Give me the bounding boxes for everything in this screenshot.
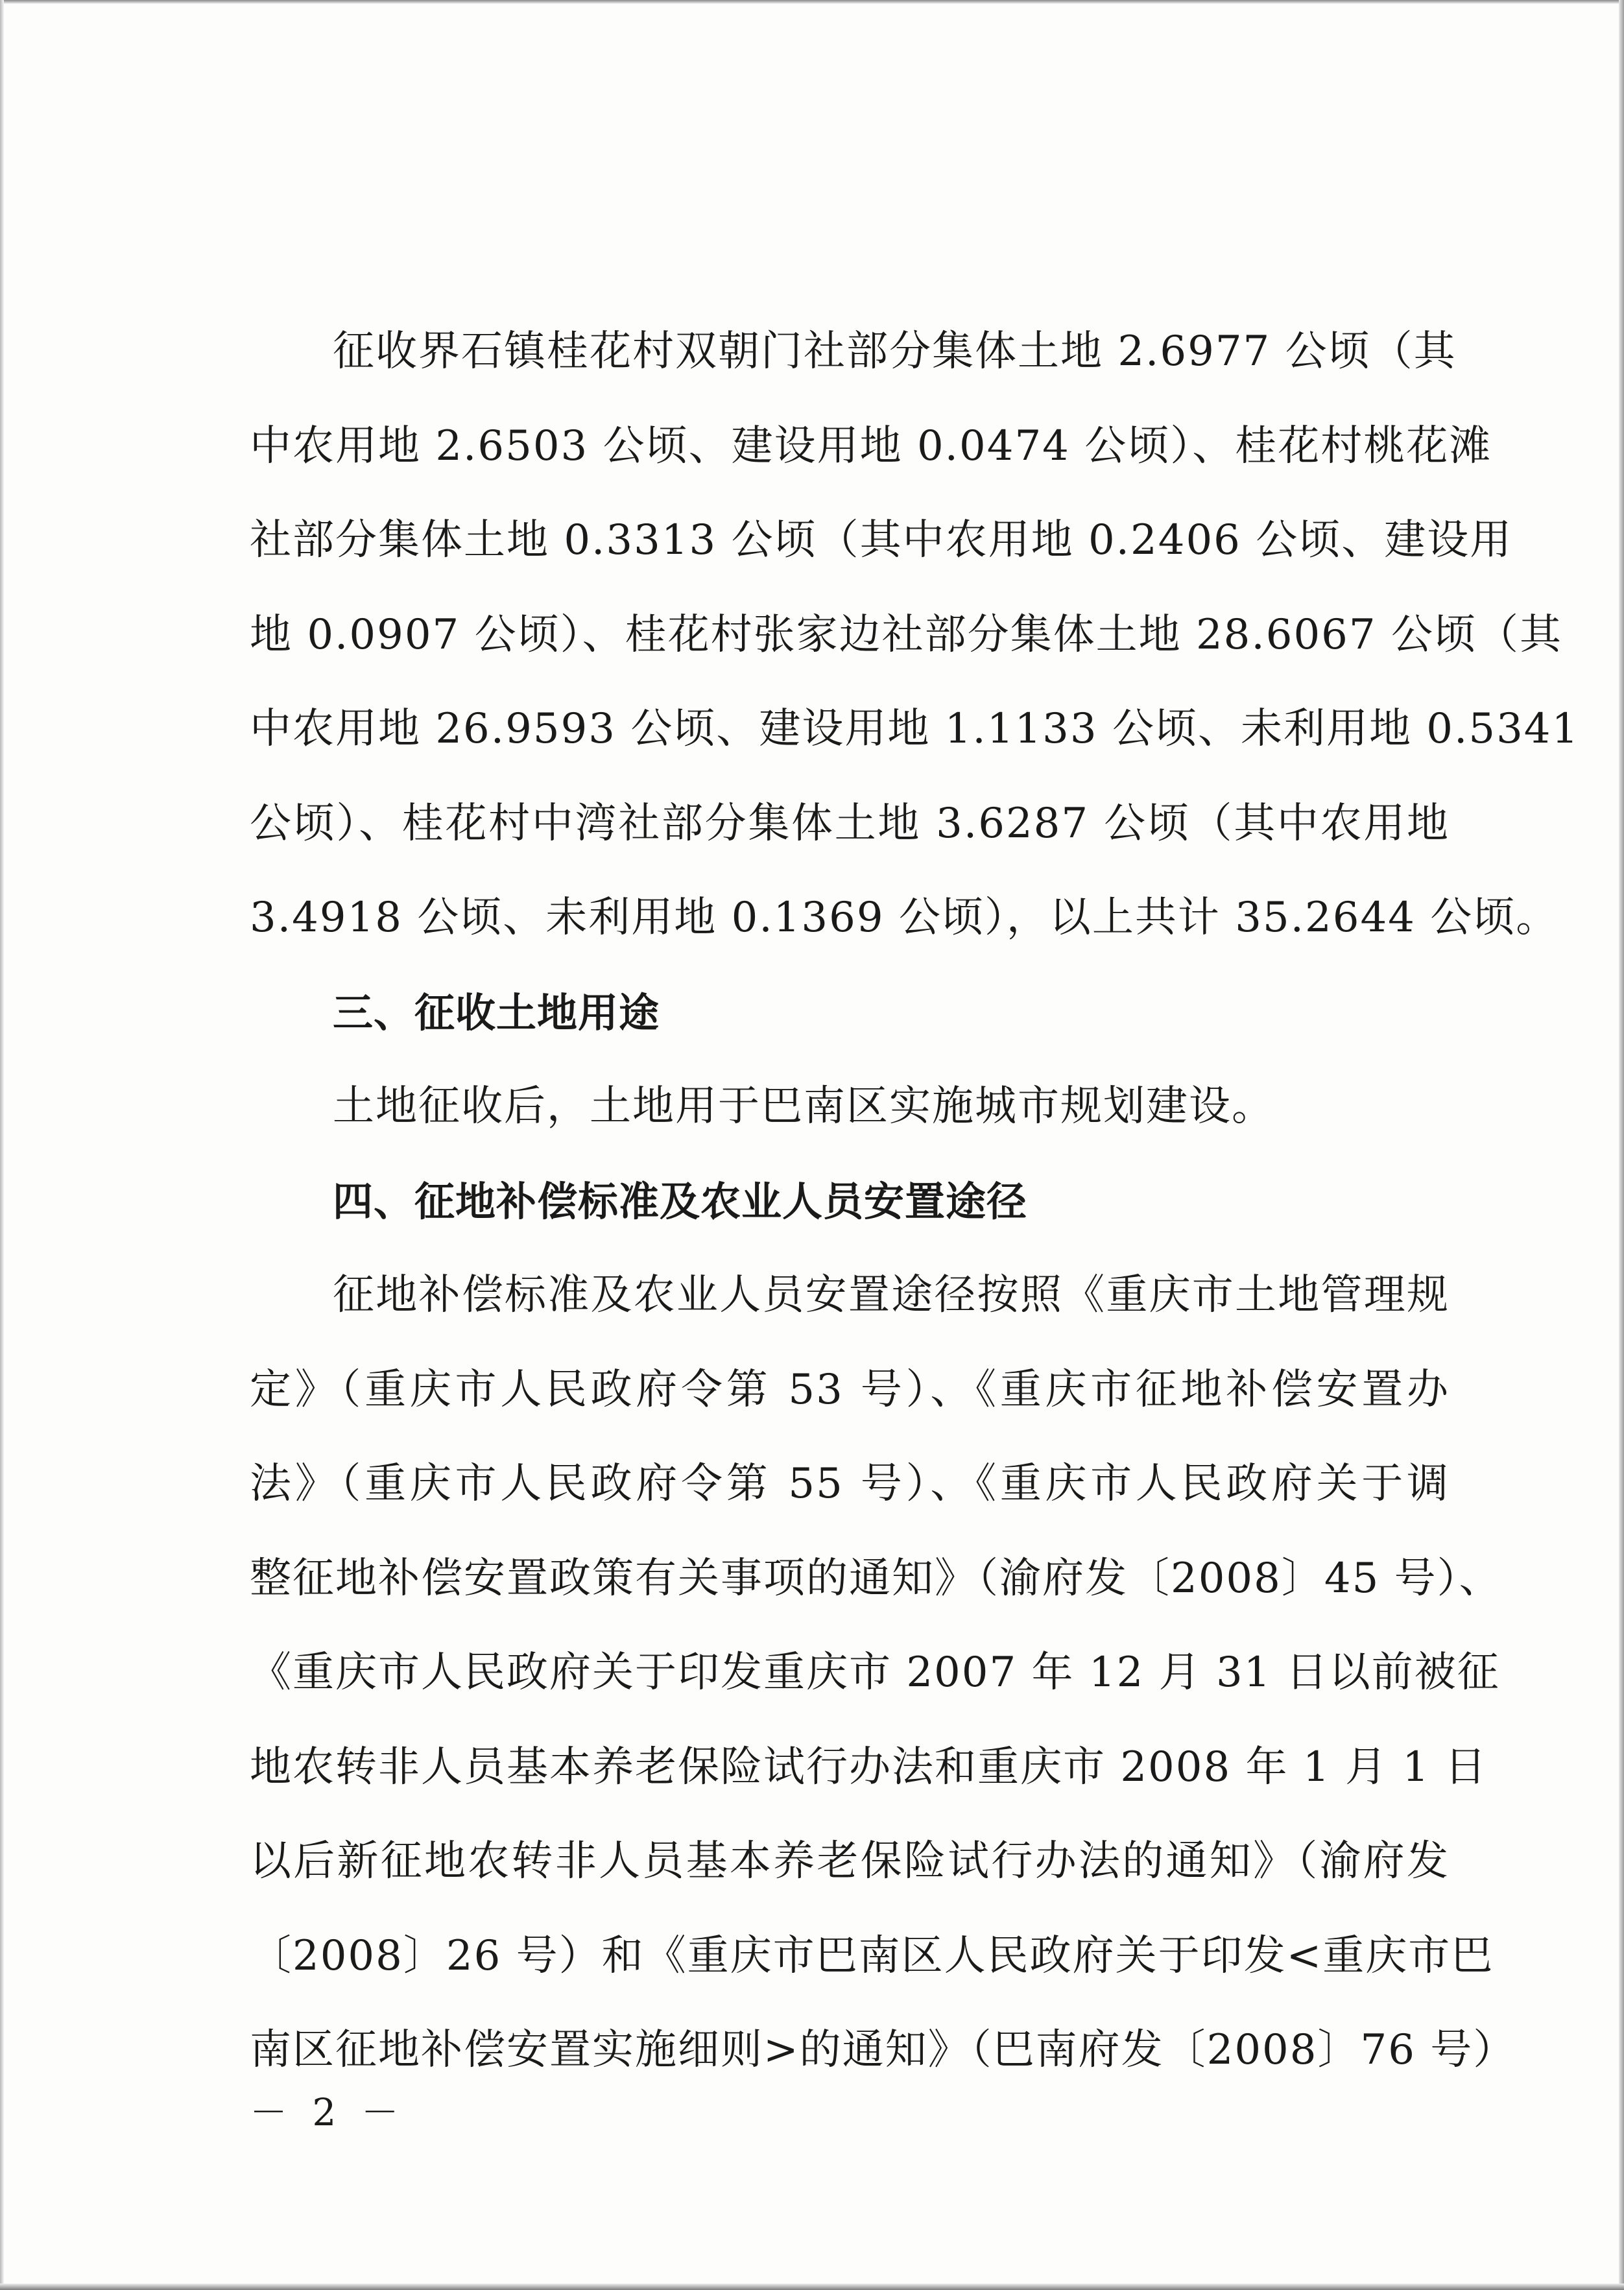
paragraph-line: 以后新征地农转非人员基本养老保险试行办法的通知》（渝府发	[250, 1837, 1450, 1885]
paragraph-line: 公顷）、桂花村中湾社部分集体土地 3.6287 公顷（其中农用地	[250, 799, 1450, 848]
scan-edge-right	[1619, 0, 1624, 2290]
paragraph-line: 征地补偿标准及农业人员安置途径按照《重庆市土地管理规	[333, 1271, 1450, 1319]
paragraph-line: 征收界石镇桂花村双朝门社部分集体土地 2.6977 公顷（其	[333, 328, 1457, 376]
paragraph-line: 定》（重庆市人民政府令第 53 号）、《重庆市征地补偿安置办	[250, 1365, 1450, 1414]
paragraph-line: 地 0.0907 公顷）、桂花村张家边社部分集体土地 28.6067 公顷（其	[250, 610, 1562, 659]
page-number: － 2 －	[250, 2090, 405, 2134]
land-use-paragraph: 土地征收后，土地用于巴南区实施城市规划建设。	[333, 1082, 1274, 1130]
land-acquisition-paragraph	[250, 305, 1580, 966]
paragraph-line: 社部分集体土地 0.3313 公顷（其中农用地 0.2406 公顷、建设用	[250, 516, 1513, 564]
compensation-paragraph	[250, 1248, 1516, 2098]
paragraph-line: 法》（重庆市人民政府令第 55 号）、《重庆市人民政府关于调	[250, 1460, 1450, 1508]
scan-edge-bottom	[0, 2284, 1624, 2290]
paragraph-line: 3.4918 公顷、未利用地 0.1369 公顷），以上共计 35.2644 公顷。	[250, 894, 1559, 942]
paragraph-line: 中农用地 26.9593 公顷、建设用地 1.1133 公顷、未利用地 0.5341	[250, 705, 1580, 753]
scan-edge-left	[0, 0, 4, 2290]
paragraph-line: 〔2008〕26 号）和《重庆市巴南区人民政府关于印发<重庆市巴	[250, 1931, 1494, 1980]
paragraph-line: 《重庆市人民政府关于印发重庆市 2007 年 12 月 31 日以前被征	[250, 1649, 1500, 1697]
document-body	[250, 305, 1580, 2098]
paragraph-line: 整征地补偿安置政策有关事项的通知》（渝府发〔2008〕45 号）、	[250, 1554, 1502, 1603]
section-heading-compensation: 四、征地补偿标准及农业人员安置途径	[333, 1177, 1028, 1225]
paragraph-line: 中农用地 2.6503 公顷、建设用地 0.0474 公顷）、桂花村桃花滩	[250, 422, 1492, 470]
section-heading-land-use: 三、征收土地用途	[333, 988, 660, 1036]
scan-edge-top	[0, 0, 1624, 4]
paragraph-line: 南区征地补偿安置实施细则>的通知》（巴南府发〔2008〕76 号）	[250, 2026, 1516, 2074]
paragraph-line: 地农转非人员基本养老保险试行办法和重庆市 2008 年 1 月 1 日	[250, 1743, 1488, 1791]
